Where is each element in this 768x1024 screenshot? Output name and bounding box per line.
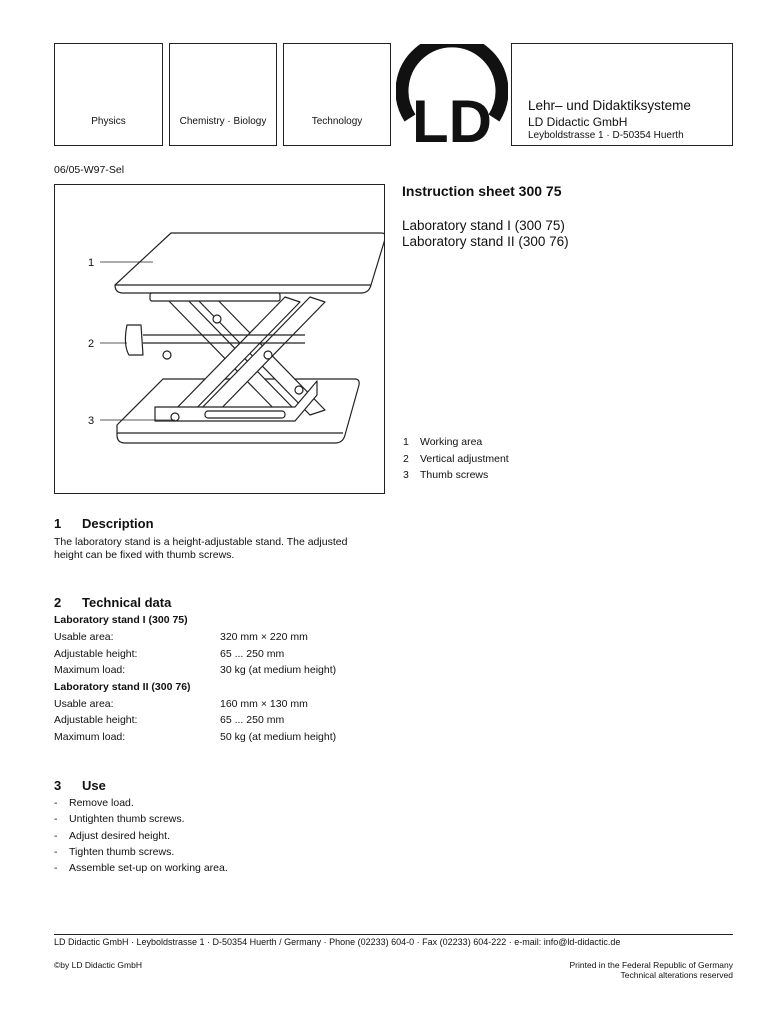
section-1-text: The laboratory stand is a height-adjustable stand. The adjusted height can be fixed with thumb screws.: [54, 536, 348, 561]
legend-item: 2 Vertical adjustment: [403, 453, 509, 465]
spec-row: Maximum load: 50 kg (at medium height): [54, 731, 337, 743]
spec-row: Usable area: 160 mm × 130 mm: [54, 698, 308, 710]
section-2-heading: 2 Technical data: [54, 595, 172, 610]
spec-row: Adjustable height: 65 ... 250 mm: [54, 714, 285, 726]
spec-row: Usable area: 320 mm × 220 mm: [54, 631, 308, 643]
category-box-technology: [283, 43, 391, 146]
legend-item: 3 Thumb screws: [403, 469, 489, 481]
company-name: LD Didactic GmbH: [528, 114, 628, 129]
use-step: - Untighten thumb screws.: [54, 813, 185, 825]
doc-code: 06/05-W97-Sel: [54, 164, 125, 176]
category-chemistry-biology: Chemistry · Biology: [179, 116, 267, 127]
footer-address: LD Didactic GmbH · Leyboldstrasse 1 · D-50354 Huerth / Germany · Phone (02233) 604-0 · Fax (02233) 604-222 · e-mail: info@ld-didactic.de: [54, 937, 621, 947]
sheet-title: Instruction sheet 300 75: [402, 183, 562, 199]
lab-stand-illustration: [55, 185, 384, 493]
footer-copyright: ©by LD Didactic GmbH: [54, 960, 142, 970]
section-1-heading: 1 Description: [54, 516, 154, 531]
category-technology: Technology: [311, 116, 363, 127]
company-info: [528, 98, 691, 142]
callout-3: 3: [88, 415, 95, 427]
company-address: Leyboldstrasse 1 · D-50354 Huerth: [528, 129, 684, 141]
section-3-heading: 3 Use: [54, 778, 106, 793]
use-step: - Tighten thumb screws.: [54, 846, 175, 858]
use-step: - Assemble set-up on working area.: [54, 862, 228, 874]
category-physics: Physics: [91, 116, 126, 127]
callout-1: 1: [88, 257, 95, 269]
product-1: Laboratory stand I (300 75): [402, 218, 565, 233]
footer-divider: [54, 934, 733, 935]
category-box-chemistry-biology: [169, 43, 277, 146]
use-step: - Remove load.: [54, 797, 134, 809]
product-2: Laboratory stand II (300 76): [402, 234, 569, 249]
legend-item: 1 Working area: [403, 436, 483, 448]
company-tagline: Lehr– und Didaktiksysteme: [528, 98, 691, 113]
stand-2-title: Laboratory stand II (300 76): [54, 681, 191, 693]
category-box-physics: [54, 43, 163, 146]
callout-2: 2: [88, 338, 95, 350]
footer-alterations: Technical alterations reserved: [620, 970, 733, 980]
ld-logo-text: LD: [412, 88, 492, 148]
spec-row: Maximum load: 30 kg (at medium height): [54, 664, 337, 676]
ld-logo: [396, 44, 508, 148]
figure-box: [54, 184, 385, 494]
spec-row: Adjustable height: 65 ... 250 mm: [54, 648, 285, 660]
stand-1-title: Laboratory stand I (300 75): [54, 614, 188, 626]
footer-printed: Printed in the Federal Republic of Germany: [569, 960, 733, 970]
use-step: - Adjust desired height.: [54, 830, 170, 842]
company-box: [511, 43, 733, 146]
